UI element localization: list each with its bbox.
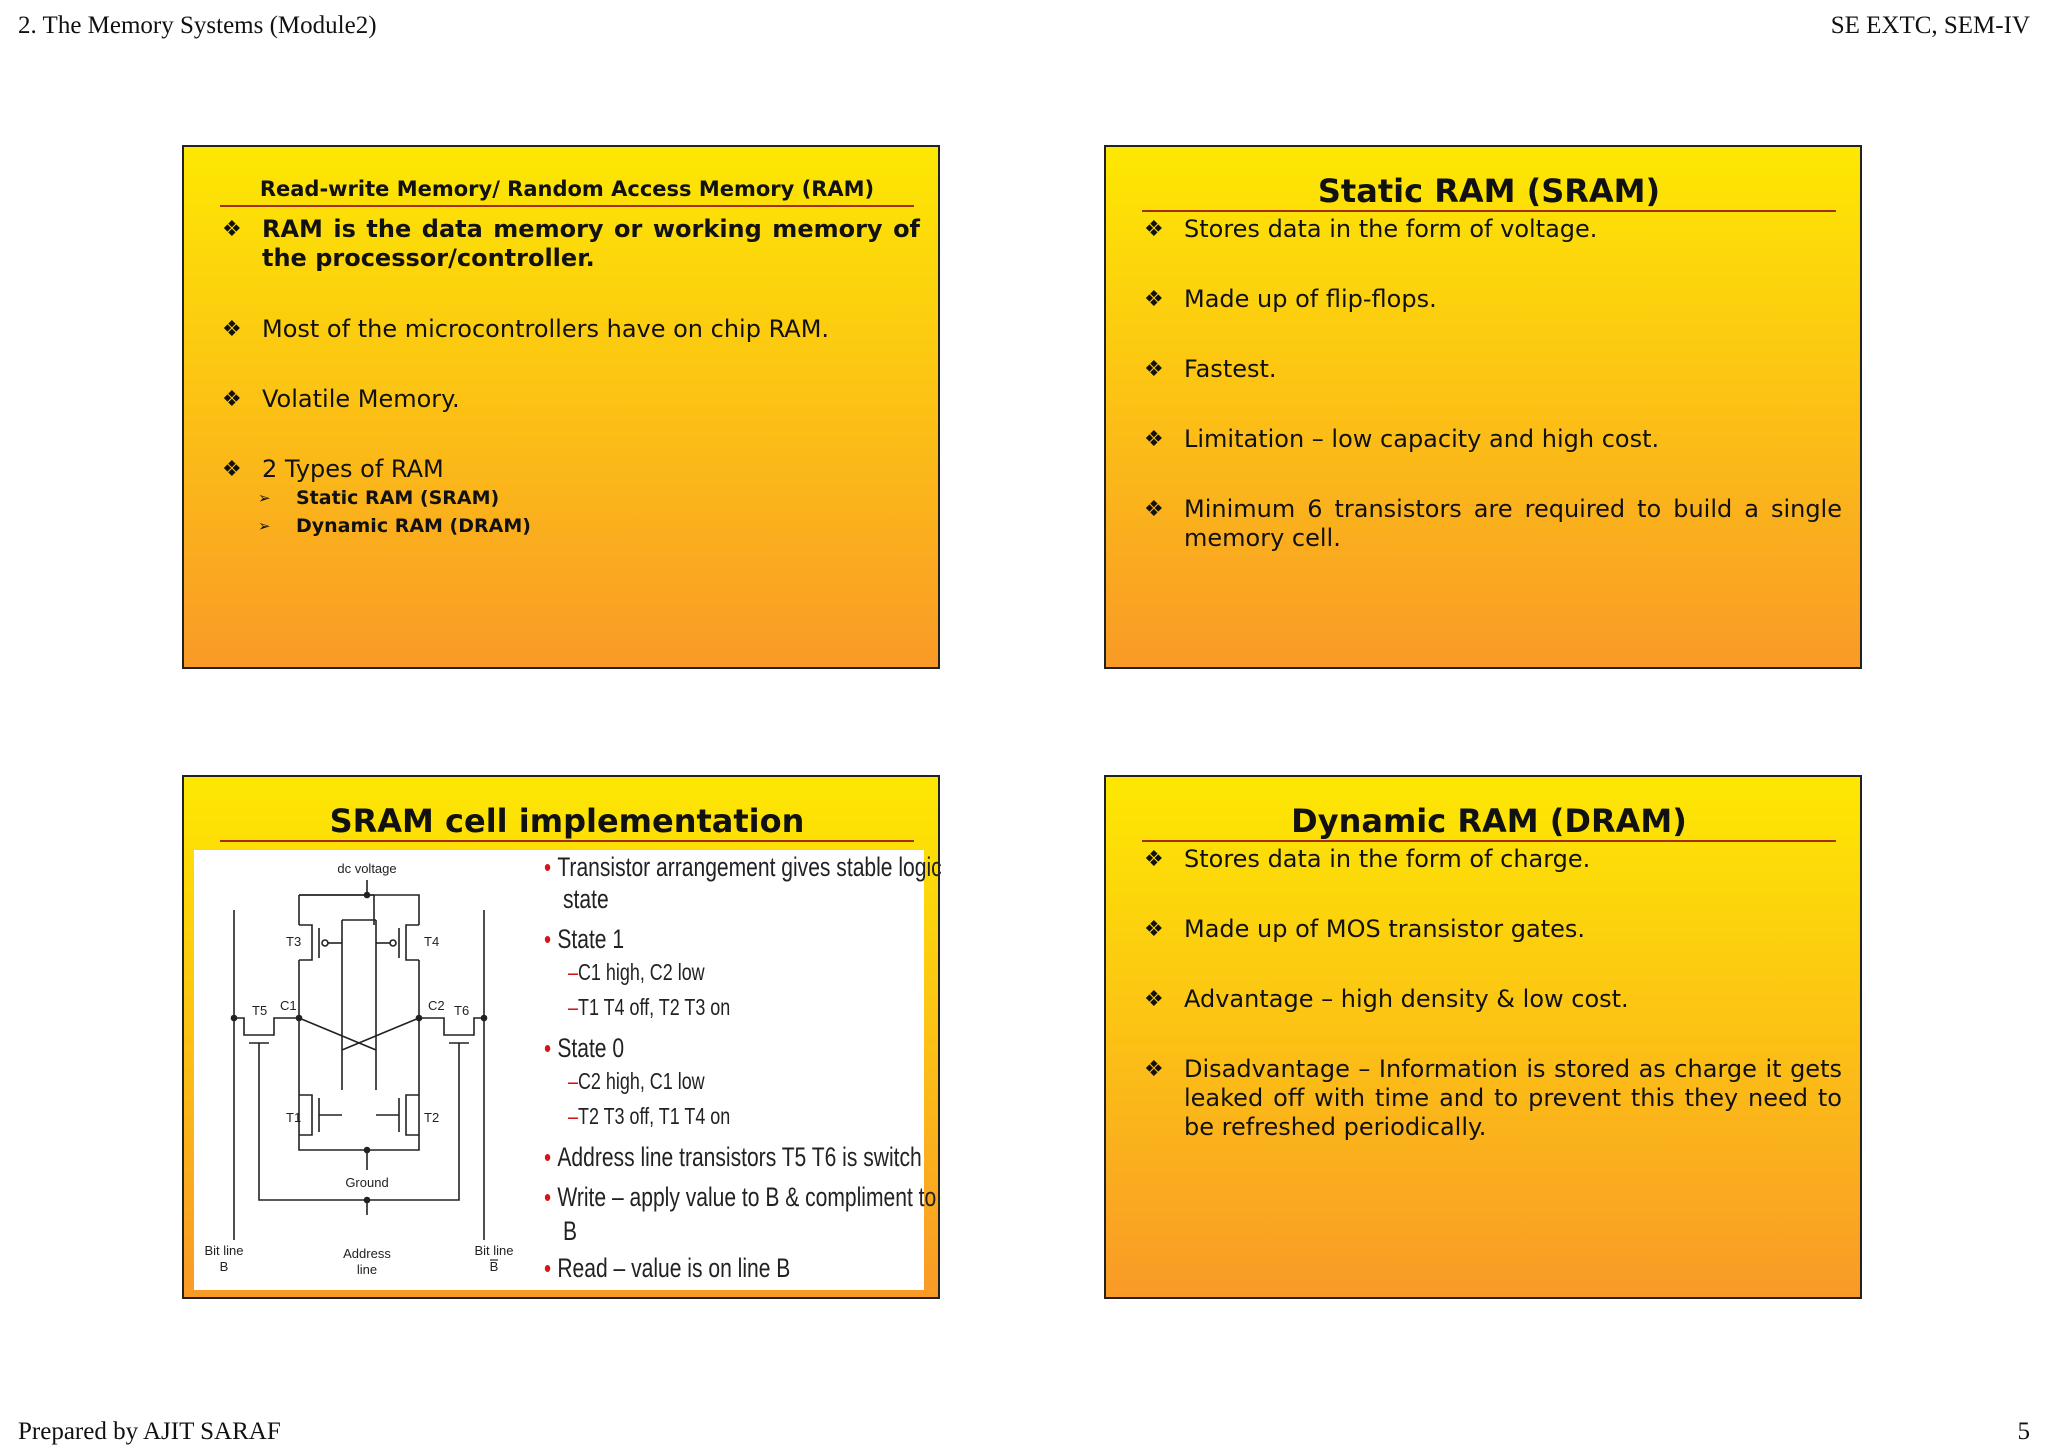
diamond-bullet-icon: ❖ — [1144, 357, 1164, 382]
note-item: • State 1 — [544, 924, 625, 954]
diamond-bullet-icon: ❖ — [1144, 987, 1164, 1012]
label-ground: Ground — [345, 1175, 389, 1190]
bullet-item: ❖ Stores data in the form of voltage. — [1144, 215, 1598, 243]
label-dc-voltage: dc voltage — [337, 861, 397, 876]
red-dot-bullet-icon: • — [544, 1142, 552, 1172]
diamond-bullet-icon: ❖ — [222, 217, 242, 242]
sub-item: ➢ Dynamic RAM (DRAM) — [222, 512, 920, 540]
note-subitem: –T1 T4 off, T2 T3 on — [568, 994, 731, 1020]
sram-circuit-diagram — [194, 850, 544, 1290]
label-t4: T4 — [424, 934, 440, 949]
slide-title: Static RAM (SRAM) — [1142, 172, 1836, 212]
page-number: 5 — [2017, 1418, 2030, 1445]
note-subitem: –C2 high, C1 low — [568, 1068, 705, 1094]
circuit-schematic — [194, 850, 544, 1290]
note-item: • Transistor arrangement gives stable logic — [544, 852, 942, 882]
slide-title: SRAM cell implementation — [220, 802, 914, 842]
bullet-item: ❖ Disadvantage – Information is stored as charge it gets leaked off with time and to prevent this they need to be refreshed periodically. — [1144, 1055, 1842, 1141]
note-item: • Read – value is on line B — [544, 1253, 791, 1283]
diamond-bullet-icon: ❖ — [1144, 287, 1164, 312]
slide-title: Dynamic RAM (DRAM) — [1142, 802, 1836, 842]
label-address: Address — [343, 1246, 391, 1261]
label-c2: C2 — [428, 998, 445, 1013]
red-dot-bullet-icon: • — [544, 1033, 552, 1063]
diamond-bullet-icon: ❖ — [222, 457, 242, 482]
arrowhead-bullet-icon: ➢ — [258, 489, 271, 507]
diamond-bullet-icon: ❖ — [1144, 917, 1164, 942]
bullet-item: ❖ Made up of flip-flops. — [1144, 285, 1437, 313]
label-t2: T2 — [424, 1110, 440, 1125]
bullet-item: ❖ Fastest. — [1144, 355, 1277, 383]
slide-ram — [182, 145, 940, 669]
label-bitline-left: Bit line — [204, 1243, 244, 1258]
diamond-bullet-icon: ❖ — [222, 387, 242, 412]
label-bitline-left-b: B — [219, 1259, 229, 1274]
bullet-item: ❖ Limitation – low capacity and high cost. — [1144, 425, 1660, 453]
label-t1: T1 — [286, 1110, 302, 1125]
slide-sram — [1104, 145, 1862, 669]
slide-body — [222, 215, 920, 540]
note-item: state — [563, 884, 609, 914]
slide-body — [1144, 215, 1842, 594]
diamond-bullet-icon: ❖ — [1144, 217, 1164, 242]
red-dot-bullet-icon: • — [544, 924, 552, 954]
slide-title: Read-write Memory/ Random Access Memory (RAM) — [220, 177, 914, 207]
diamond-bullet-icon: ❖ — [1144, 847, 1164, 872]
label-bitline-right-b: B — [489, 1259, 499, 1274]
red-dot-bullet-icon: • — [544, 1182, 552, 1212]
note-item: B — [563, 1216, 578, 1246]
header-module-title: 2. The Memory Systems (Module2) — [18, 12, 377, 39]
red-dot-bullet-icon: • — [544, 852, 552, 882]
note-item: • Address line transistors T5 T6 is switch — [544, 1142, 922, 1172]
footer-author: Prepared by AJIT SARAF — [18, 1418, 281, 1445]
label-t6: T6 — [454, 1003, 470, 1018]
slide-body — [1144, 845, 1842, 1183]
bullet-item: ❖ RAM is the data memory or working memory of the processor/controller. — [222, 215, 920, 272]
note-item: • Write – apply value to B & compliment to — [544, 1182, 937, 1212]
bullet-item: ❖ Stores data in the form of charge. — [1144, 845, 1591, 873]
arrowhead-bullet-icon: ➢ — [258, 517, 271, 535]
diamond-bullet-icon: ❖ — [222, 317, 242, 342]
slide-dram — [1104, 775, 1862, 1299]
red-dot-bullet-icon: • — [544, 1253, 552, 1283]
slide-sram-cell — [182, 775, 940, 1299]
label-c1: C1 — [280, 998, 297, 1013]
bullet-item: ❖ Minimum 6 transistors are required to build a single memory cell. — [1144, 495, 1842, 552]
label-address-line: line — [356, 1262, 378, 1277]
diamond-bullet-icon: ❖ — [1144, 497, 1164, 522]
label-t5: T5 — [252, 1003, 268, 1018]
note-subitem: –C1 high, C2 low — [568, 959, 705, 985]
bullet-item: ❖ Volatile Memory. — [222, 385, 460, 413]
bullet-item: ❖ Advantage – high density & low cost. — [1144, 985, 1629, 1013]
bullet-item: ❖ Made up of MOS transistor gates. — [1144, 915, 1586, 943]
label-bitline-right: Bit line — [474, 1243, 514, 1258]
label-t3: T3 — [286, 934, 302, 949]
diamond-bullet-icon: ❖ — [1144, 427, 1164, 452]
bullet-item: ❖ 2 Types of RAM — [222, 455, 444, 483]
diamond-bullet-icon: ❖ — [1144, 1057, 1164, 1082]
sub-item: ➢ Static RAM (SRAM) — [222, 484, 920, 512]
header-course: SE EXTC, SEM-IV — [1830, 12, 2030, 39]
sram-cell-notes — [544, 850, 942, 1290]
note-item: • State 0 — [544, 1033, 625, 1063]
note-subitem: –T2 T3 off, T1 T4 on — [568, 1103, 731, 1129]
bullet-item: ❖ Most of the microcontrollers have on chip RAM. — [222, 315, 830, 343]
